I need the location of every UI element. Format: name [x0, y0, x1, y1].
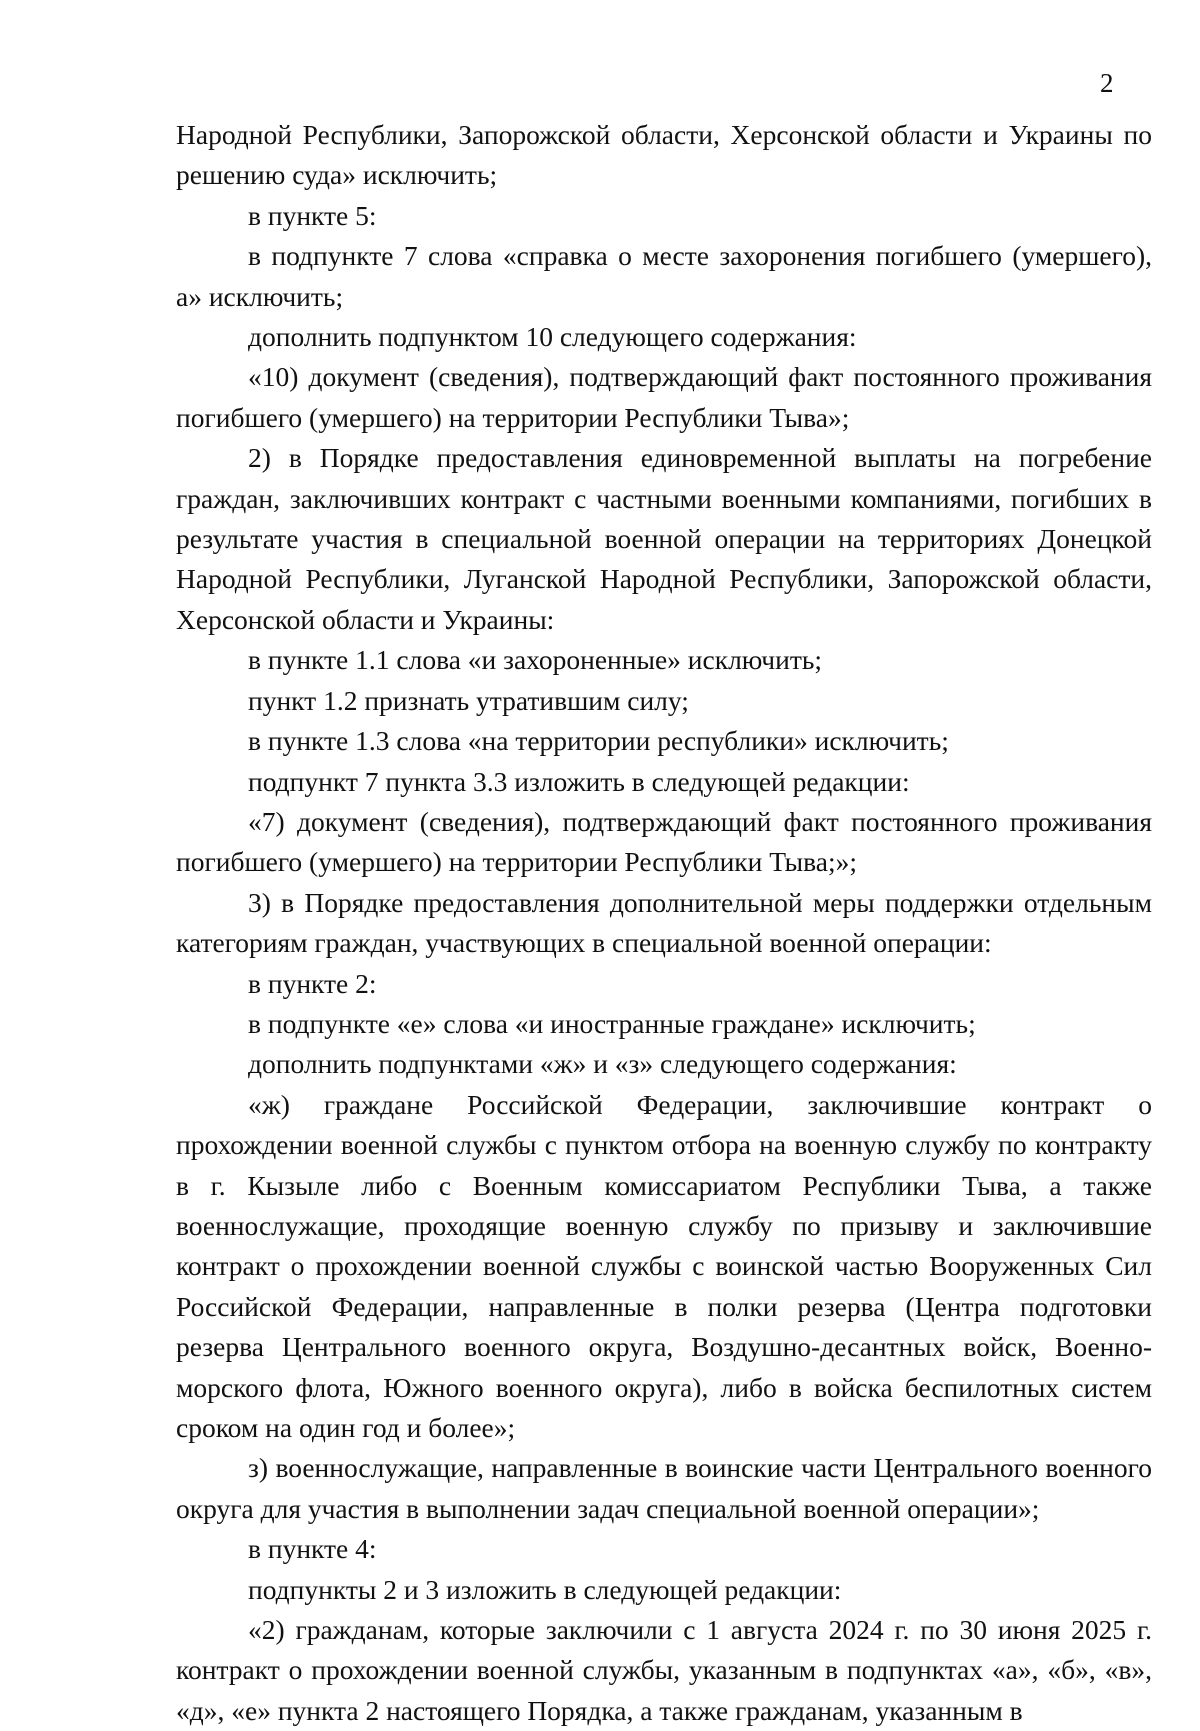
paragraph: в пункте 5:: [248, 199, 377, 231]
page-number: 2: [1100, 68, 1114, 98]
paragraph: подпункты 2 и 3 изложить в следующей редакции:: [248, 1573, 842, 1605]
paragraph: з) военнослужащие, направленные в воинские части Центрального военного округа для участия в выполнении задач специальной военной операции»;: [176, 1452, 1152, 1524]
paragraph: в пункте 4:: [248, 1533, 377, 1565]
paragraph: подпункт 7 пункта 3.3 изложить в следующей редакции:: [248, 765, 910, 797]
paragraph: в пункте 1.1 слова «и захороненные» исключить;: [248, 644, 823, 676]
paragraph: Народной Республики, Запорожской области, Херсонской области и Украины по решению суда» исключить;: [176, 119, 1152, 191]
paragraph: «7) документ (сведения), подтверждающий факт постоянного проживания погибшего (умершего) на территории Республики Тыва;»;: [176, 805, 1152, 878]
document-body: [176, 115, 1152, 1731]
paragraph: дополнить подпунктом 10 следующего содержания:: [248, 321, 857, 353]
paragraph: 3) в Порядке предоставления дополнительной меры поддержки отдельным категориям граждан, участвующих в специальной военной операции:: [176, 886, 1152, 959]
paragraph: «ж) граждане Российской Федерации, заключившие контракт о прохождении военной службы с пунктом отбора на военную службу по контракту в г. Кызыле либо с Военным комиссариатом Республики Тыва, а также военнослужащие, проходящие военную службу по призыву и заключившие контракт о прохождении военной службы с воинской частью Вооруженных Сил Российской Федерации, направленные в полки резерва (Центра подготовки резерва Центрального военного округа, Воздушно-десантных войск, Военно-морского флота, Южного военного округа), либо в войска беспилотных систем сроком на один год и более»;: [176, 1088, 1152, 1443]
paragraph: в подпункте «е» слова «и иностранные граждане» исключить;: [248, 1007, 976, 1039]
paragraph: в подпункте 7 слова «справка о месте захоронения погибшего (умершего), а» исключить;: [176, 240, 1152, 312]
paragraph: «2) гражданам, которые заключили с 1 августа 2024 г. по 30 июня 2025 г. контракт о прохождении военной службы, указанным в подпунктах «а», «б», «в», «д», «е» пункта 2 настоящего Порядка, а также гражданам, указанным в: [176, 1614, 1152, 1726]
paragraph: дополнить подпунктами «ж» и «з» следующего содержания:: [248, 1048, 957, 1080]
paragraph: 2) в Порядке предоставления единовременной выплаты на погребение граждан, заключивших контракт с частными военными компаниями, погибших в результате участия в специальной военной операции на территориях Донецкой Народной Республики, Луганской Народной Республики, Запорожской области, Херсонской области и Украины:: [176, 442, 1152, 635]
paragraph: в пункте 1.3 слова «на территории республики» исключить;: [248, 725, 949, 757]
paragraph: «10) документ (сведения), подтверждающий факт постоянного проживания погибшего (умершего) на территории Республики Тыва»;: [176, 361, 1152, 433]
paragraph: пункт 1.2 признать утратившим силу;: [248, 684, 689, 716]
paragraph: в пункте 2:: [248, 967, 377, 999]
